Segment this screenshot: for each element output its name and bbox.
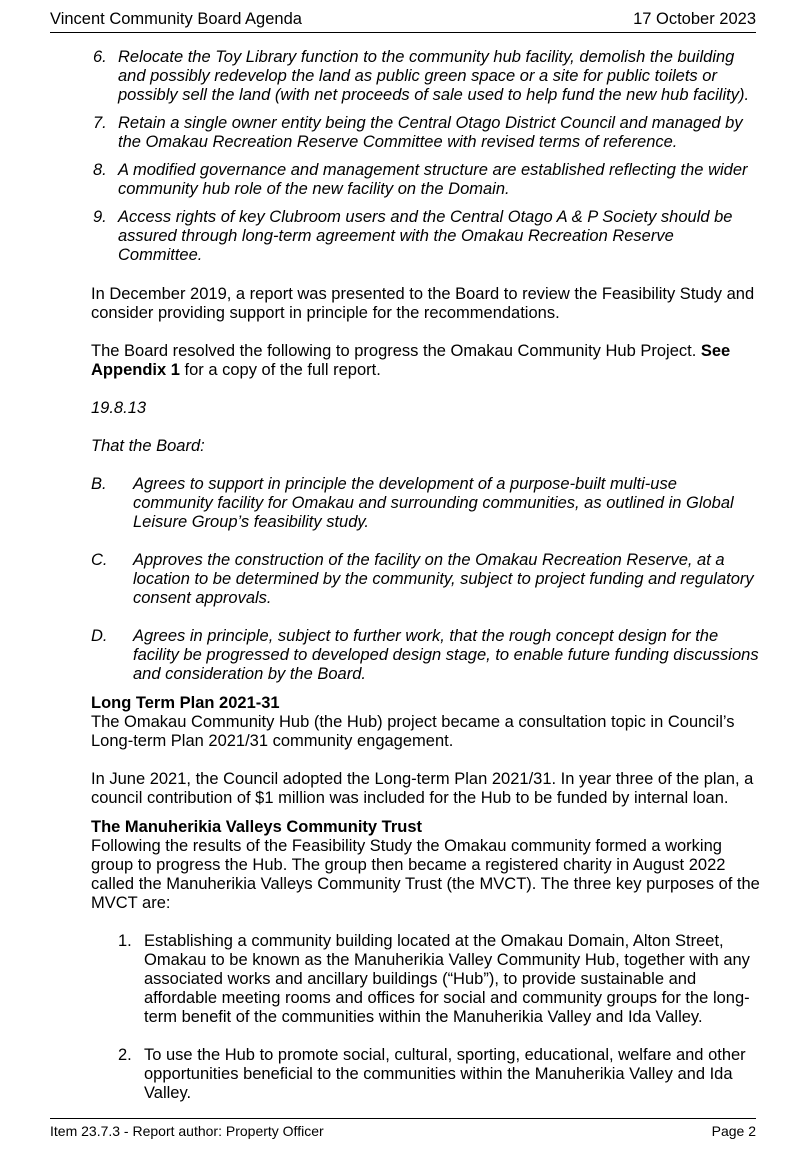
list-item-text: Retain a single owner entity being the Central Otago District Council and managed by the Omakau Recreation Reserve Committee with revised terms of reference. (118, 114, 743, 151)
list-item-number: 9. (93, 208, 107, 226)
list-item-text: Access rights of key Clubroom users and the Central Otago A & P Society should be assured through long-term agreement with the Omakau Recreation Reserve Committee. (118, 208, 733, 264)
section-heading-trust: The Manuherikia Valleys Community Trust (91, 818, 423, 836)
list-item (91, 48, 761, 105)
purpose-number: 2. (118, 1046, 132, 1064)
resolution-item (91, 627, 761, 684)
resolution-letter: B. (91, 475, 107, 493)
resolution-text: Approves the construction of the facility on the Omakau Recreation Reserve, at a location to be determined by the community, subject to project funding and regulatory consent approvals. (133, 551, 754, 607)
resolution-item (91, 551, 761, 608)
trust-paragraph: Following the results of the Feasibility Study the Omakau community formed a working group to progress the Hub. The group then became a registered charity in August 2022 called the Manuherikia Valleys Community Trust (the MVCT). The three key purposes of the MVCT are: (91, 837, 760, 912)
resolution-letter: C. (91, 551, 108, 569)
resolution-number: 19.8.13 (91, 399, 147, 417)
section-heading-ltp: Long Term Plan 2021-31 (91, 694, 280, 712)
resolution-text: Agrees in principle, subject to further work, that the rough concept design for the facility be progressed to developed design stage, to enable future funding discussions and consideration by the Board. (133, 627, 759, 683)
list-item (91, 208, 761, 265)
list-item (91, 161, 761, 199)
header-title: Vincent Community Board Agenda (50, 10, 302, 28)
list-item-text: Relocate the Toy Library function to the community hub facility, demolish the building and possibly redevelop the land as public green space or a site for public toilets or possibly sell the land (with net proceeds of sale used to help fund the new hub facility). (118, 48, 750, 104)
list-item (91, 114, 761, 152)
footer-rule (50, 1118, 756, 1119)
paragraph-december: In December 2019, a report was presented to the Board to review the Feasibility Study and consider providing support in principle for the recommendations. (91, 285, 755, 322)
ltp-paragraph-2: In June 2021, the Council adopted the Long-term Plan 2021/31. In year three of the plan, a council contribution of $1 million was included for the Hub to be funded by internal loan. (91, 770, 754, 807)
list-item-number: 8. (93, 161, 107, 179)
resolution-text: Agrees to support in principle the development of a purpose-built multi-use community facility for Omakau and surrounding communities, as outlined in Global Leisure Group’s feasibility study. (133, 475, 734, 531)
paragraph-board-resolved (91, 342, 761, 380)
footer-page-number: Page 2 (711, 1123, 756, 1139)
list-item-number: 6. (93, 48, 107, 66)
resolution-intro: That the Board: (91, 437, 205, 455)
ltp-paragraph-1: The Omakau Community Hub (the Hub) project became a consultation topic in Council’s Long-term Plan 2021/31 community engagement. (91, 713, 735, 750)
page-body (91, 48, 761, 1122)
purpose-text: To use the Hub to promote social, cultural, sporting, educational, welfare and other opportunities beneficial to the communities within the Manuherikia Valley and Ida Valley. (144, 1046, 746, 1102)
board-text-before: The Board resolved the following to progress the Omakau Community Hub Project. (91, 342, 701, 360)
list-item-number: 7. (93, 114, 107, 132)
header-date: 17 October 2023 (633, 10, 756, 28)
resolution-letter: D. (91, 627, 108, 645)
list-item-text: A modified governance and management structure are established reflecting the wider community hub role of the new facility on the Domain. (118, 161, 748, 198)
resolutions-list (91, 475, 761, 684)
resolution-item (91, 475, 761, 532)
purpose-item (91, 932, 761, 1027)
board-text-after: for a copy of the full report. (179, 361, 381, 379)
purpose-item (91, 1046, 761, 1103)
purposes-list (91, 932, 761, 1103)
purpose-text: Establishing a community building located at the Omakau Domain, Alton Street, Omakau to be known as the Manuherikia Valley Community Hub, together with any associated works and ancillary buildings (“Hub”), to provide sustainable and affordable meeting rooms and offices for social and community groups for the long-term benefit of the communities within the Manuherikia Valley and Ida Valley. (144, 932, 750, 1026)
header-rule (50, 32, 756, 33)
appendix-reference: See Appendix 1 (91, 342, 731, 379)
footer-item-author: Item 23.7.3 - Report author: Property Officer (50, 1123, 324, 1139)
options-list (91, 48, 761, 265)
purpose-number: 1. (118, 932, 132, 950)
